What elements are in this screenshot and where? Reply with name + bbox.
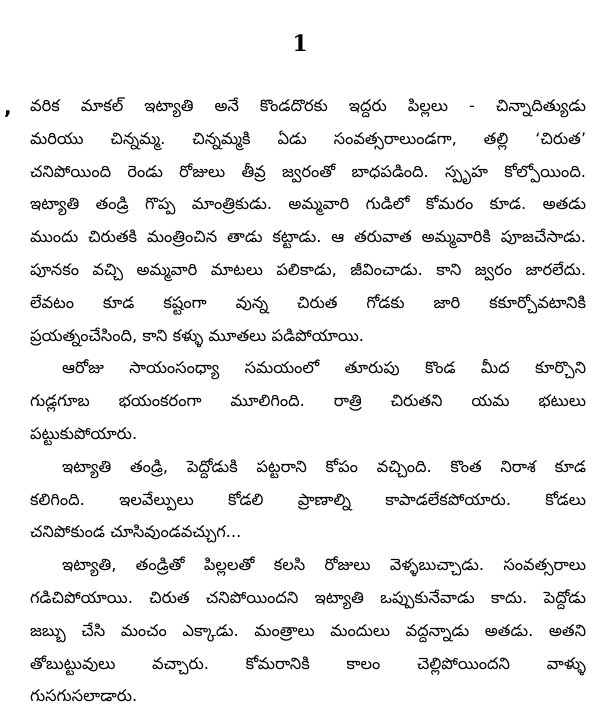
- page-number: 1: [292, 31, 308, 57]
- margin-mark: ,: [4, 95, 12, 119]
- text-line: గడిచిపోయాయి. చిరుత చనిపోయిందని ఇట్యాతి ఒప్పుకునేవాడు కాదు. పెద్దోడు: [30, 587, 586, 607]
- text-line: తోబుట్టువులు వచ్చారు. కోమరానికి కాలం చెల్లిపోయిందని వాళ్ళు: [30, 653, 586, 673]
- paragraph: [30, 90, 586, 352]
- text-line: జబ్బు చేసి మంచం ఎక్కాడు. మంత్రాలు మందులు వద్దన్నాడు అతడు. అతని: [30, 620, 586, 640]
- text-line: వరిక మాకల్ ఇట్యాతి అనే కొండదొరకు ఇద్దరు పిల్లలు - చిన్నాదిత్యుడు: [30, 96, 586, 115]
- paragraph: [30, 451, 586, 549]
- text-line: గుడ్లగూబ భయంకరంగా మూలిగింది. రాత్రి చిరుతని యమ భటులు: [30, 391, 586, 411]
- paragraph: [30, 549, 586, 713]
- text-line: ఇట్యాతి తండ్రి, పెద్దోడుకి పట్టరాని కోపం వచ్చింది. కొంత నిరాశ కూడ: [62, 456, 586, 476]
- text-line: ఆరోజు సాయంసంధ్యా సమయంలో తూరుపు కొండ మీద కూర్చొని: [62, 358, 586, 378]
- text-line: చనిపోయింది రెండు రోజులు తీవ్ర జ్వరంతో బాధపడింది. స్పృహ కోల్పోయింది.: [30, 161, 586, 181]
- text-line: ముందు చిరుతకి మంత్రించిన తాడు కట్టాడు. ఆ తరువాత అమ్మవారికి పూజచేసాడు.: [30, 227, 586, 247]
- text-line: మరియు చిన్నమ్మ. చిన్నమ్మకి ఏడు సంవత్సరాలుండగా, తల్లి ‘చిరుత’: [30, 128, 586, 148]
- text-line: ఇట్యాతి, తండ్రితో పిల్లలతో కలసి రోజులు వెళ్ళబుచ్చాడు. సంవత్సరాలు: [62, 555, 586, 575]
- paragraph: [30, 352, 586, 450]
- text-line: ఇట్యాతి తండ్రి గొప్ప మాంత్రికుడు. అమ్మవారి గుడిలో కోమరం కూడ. అతడు: [30, 194, 586, 214]
- body-text: [30, 90, 586, 713]
- text-line: కలిగింది. ఇలవేల్పులు కోడలి ప్రాణాల్ని కాపాడలేకపోయారు. కోడలు: [30, 489, 586, 509]
- text-line: పూనకం వచ్చి అమ్మవారి మాటలు పలికాడు, జీవించాడు. కాని జ్వరం జారలేదు.: [30, 259, 586, 279]
- text-line: గుసగుసలాడారు.: [30, 686, 138, 706]
- text-line: పట్టుకుపోయారు.: [30, 423, 138, 443]
- text-line: లేవటం కూడ కష్టంగా వున్న చిరుత గోడకు జారి కకూర్చోవటానికి: [30, 292, 586, 312]
- text-line: చనిపోకుండ చూసివుండవచ్చుగ...: [30, 522, 242, 542]
- text-line: ప్రయత్నంచేసింది, కాని కళ్ళు మూతలు పడిపోయాయి.: [30, 325, 364, 345]
